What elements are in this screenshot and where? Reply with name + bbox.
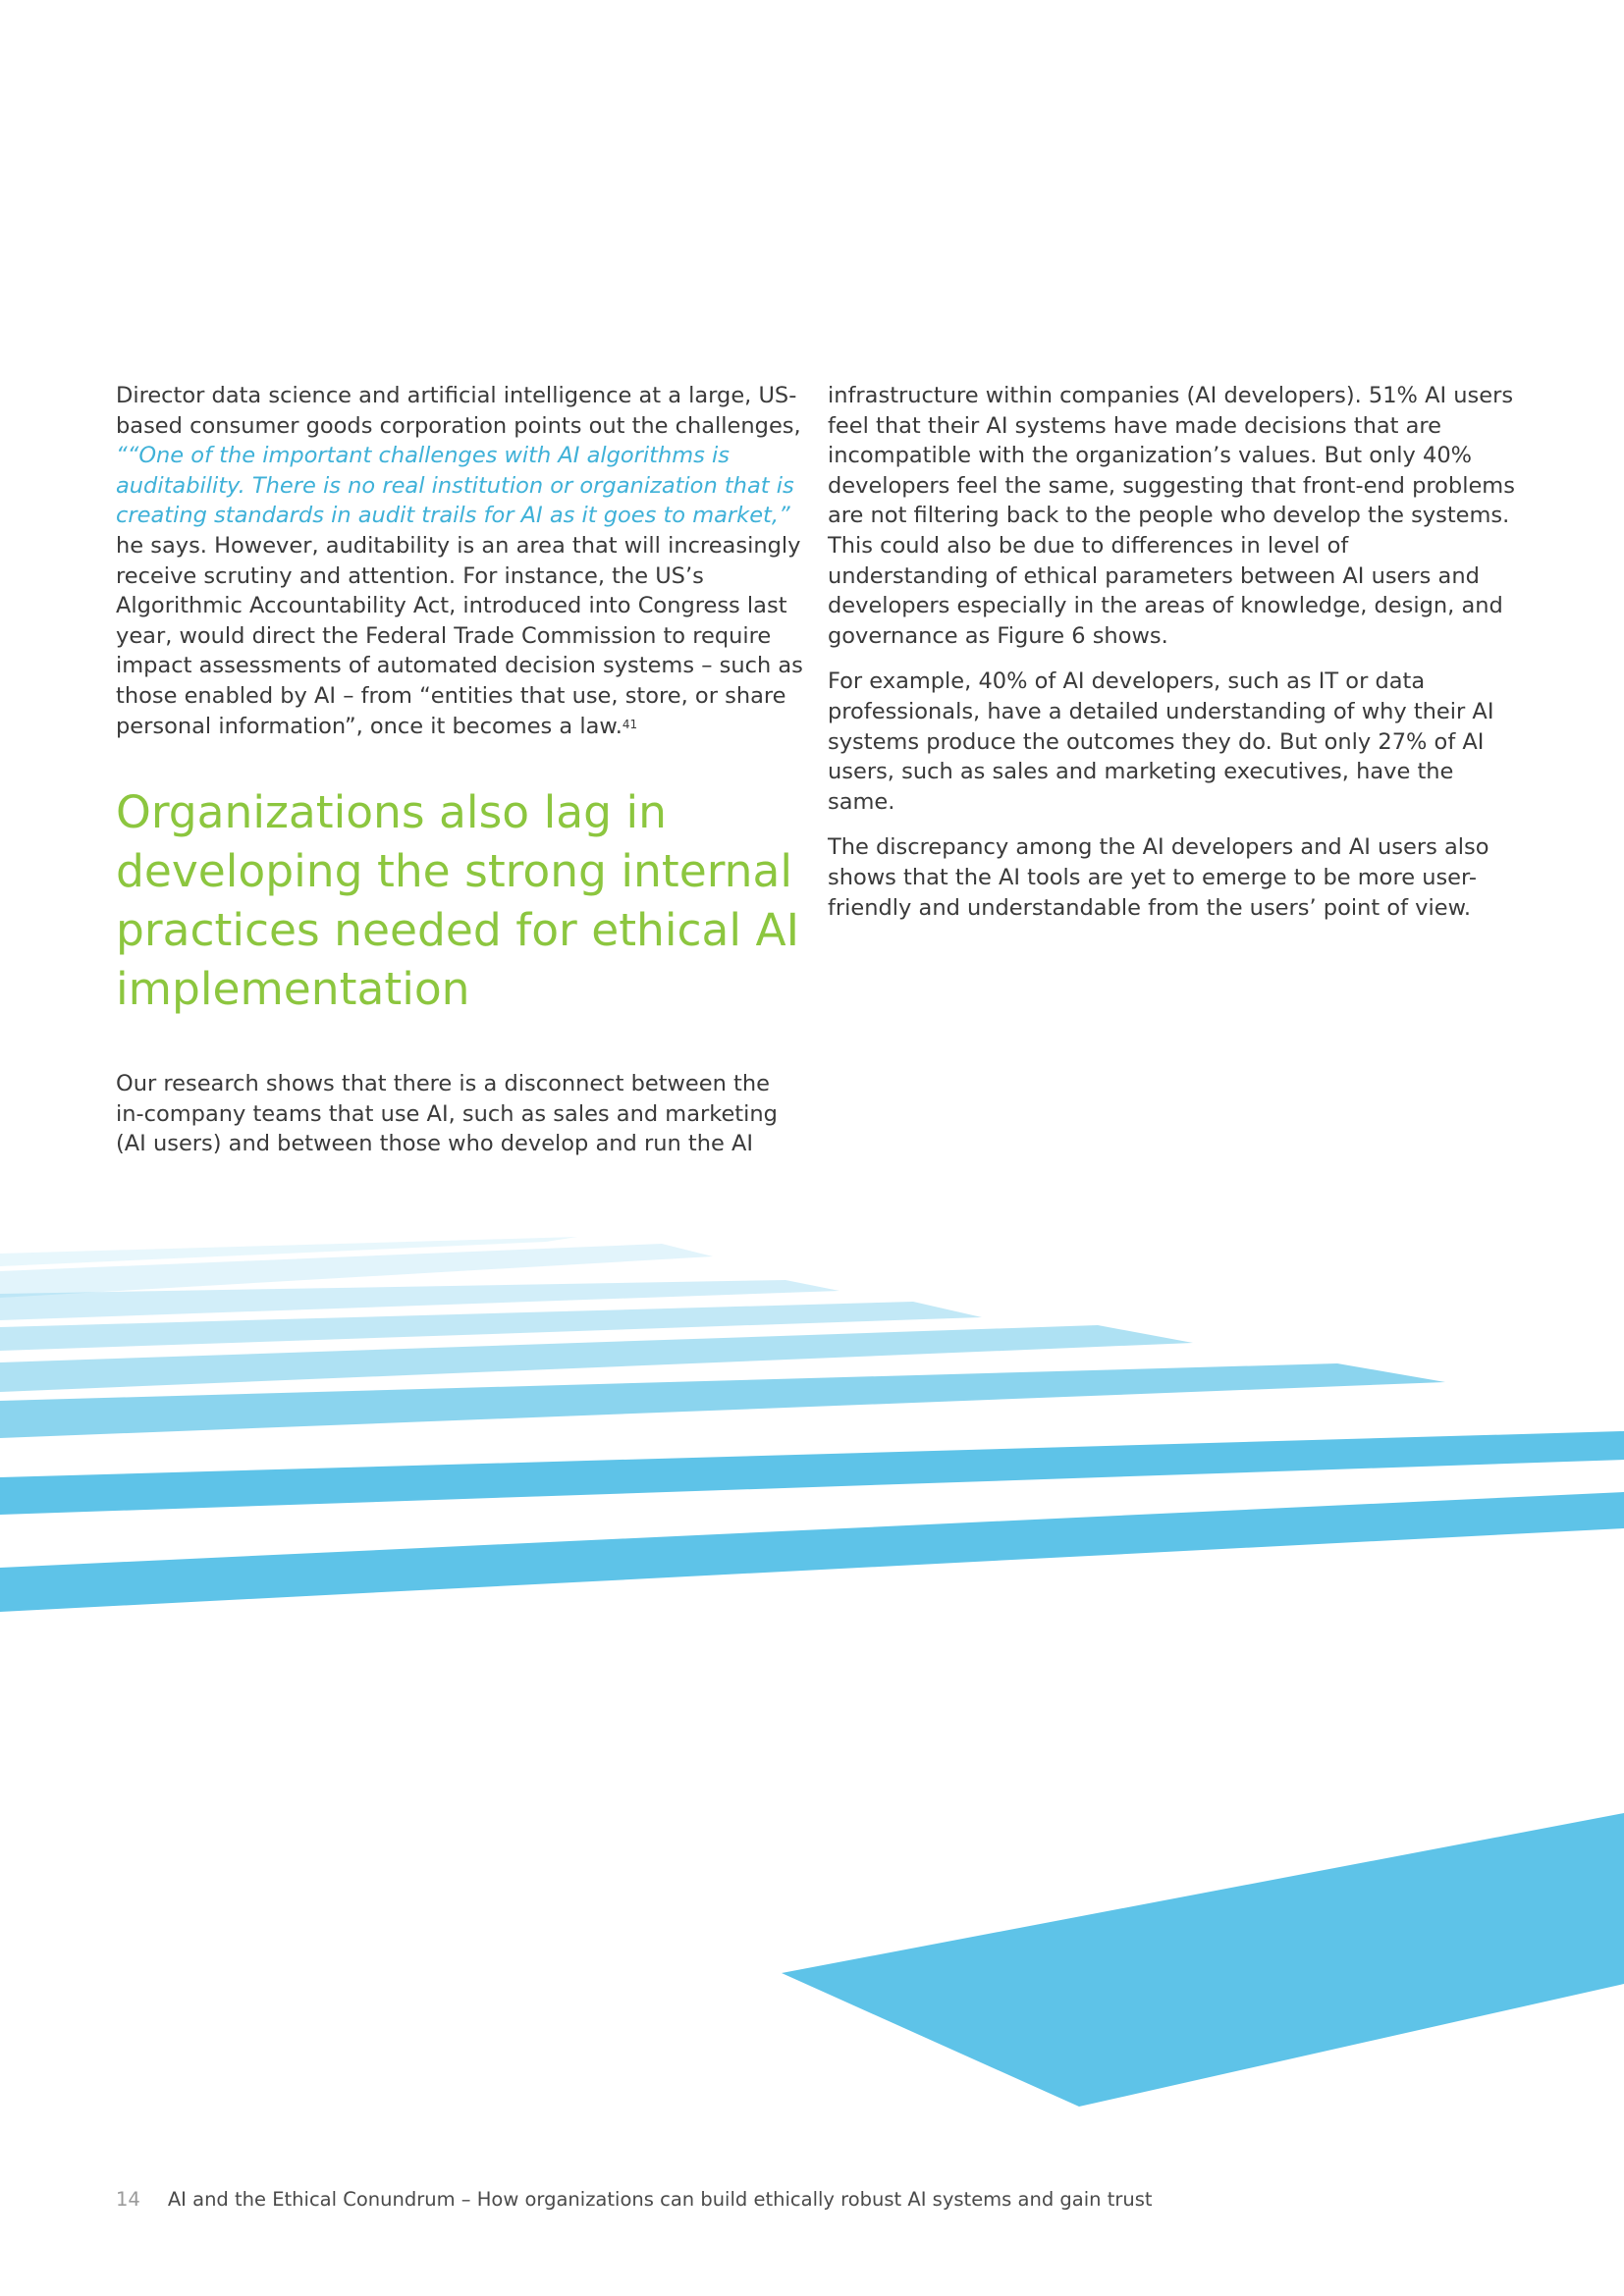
stripe [0, 1280, 839, 1320]
left-column [116, 381, 803, 1175]
discrepancy-paragraph: The discrepancy among the AI developers and AI users also shows that the AI tools are yet to emerge to be more user-friendly and understandable from the users’ point of view. [828, 834, 1489, 921]
intro-continuation: he says. However, auditability is an area that will increasingly receive scrutiny and attention. For instance, the US’s Algorithmic Accountability Act, introduced into Congress last year, would direct the Federal Trade Commission to require impact assessments of automated decision systems – such as those enabled by AI – from “entities that use, store, or share personal information”, once it becomes a law. [116, 532, 803, 739]
stripe [0, 1363, 1445, 1438]
intro-paragraph [116, 381, 803, 741]
pull-quote: ““One of the important challenges with AI algorithms is auditability. There is no real institution or organization that is creating standards in audit trails for AI as it goes to market,” [116, 443, 794, 529]
stripe [0, 1492, 1624, 1612]
right-column [828, 381, 1515, 938]
stripe [0, 1302, 982, 1351]
section-heading: Organizations also lag in developing the strong internal practices needed for ethical AI implementation [116, 786, 800, 1016]
page-number: 14 [116, 2188, 140, 2211]
page-footer [116, 2188, 1153, 2211]
stripe [0, 1237, 577, 1266]
stripe [0, 1325, 1193, 1392]
stripe [782, 1813, 1624, 2107]
stripe [0, 1431, 1624, 1515]
intro-text: Director data science and artificial intelligence at a large, US-based consumer goods corporation points out the challenges, [116, 383, 801, 439]
developers-paragraph: infrastructure within companies (AI developers). 51% AI users feel that their AI systems have made decisions that are incompatible with the organization’s values. But only 40% developers feel the same, suggesting that front-end problems are not filtering back to the people who develop the systems. This could also be due to differences in level of understanding of ethical parameters between AI users and developers especially in the areas of knowledge, design, and governance as Figure 6 shows. [828, 383, 1515, 649]
footnote-ref: 41 [622, 717, 638, 731]
document-title: AI and the Ethical Conundrum – How organizations can build ethically robust AI systems and gain trust [167, 2188, 1153, 2211]
research-paragraph: Our research shows that there is a disconnect between the in-company teams that use AI, such as sales and marketing (AI users) and between those who develop and run the AI [116, 1071, 778, 1157]
stripe [0, 1244, 713, 1298]
example-paragraph: For example, 40% of AI developers, such as IT or data professionals, have a detailed understanding of why their AI systems produce the outcomes they do. But only 27% of AI users, such as sales and marketing executives, have the same. [828, 668, 1494, 815]
